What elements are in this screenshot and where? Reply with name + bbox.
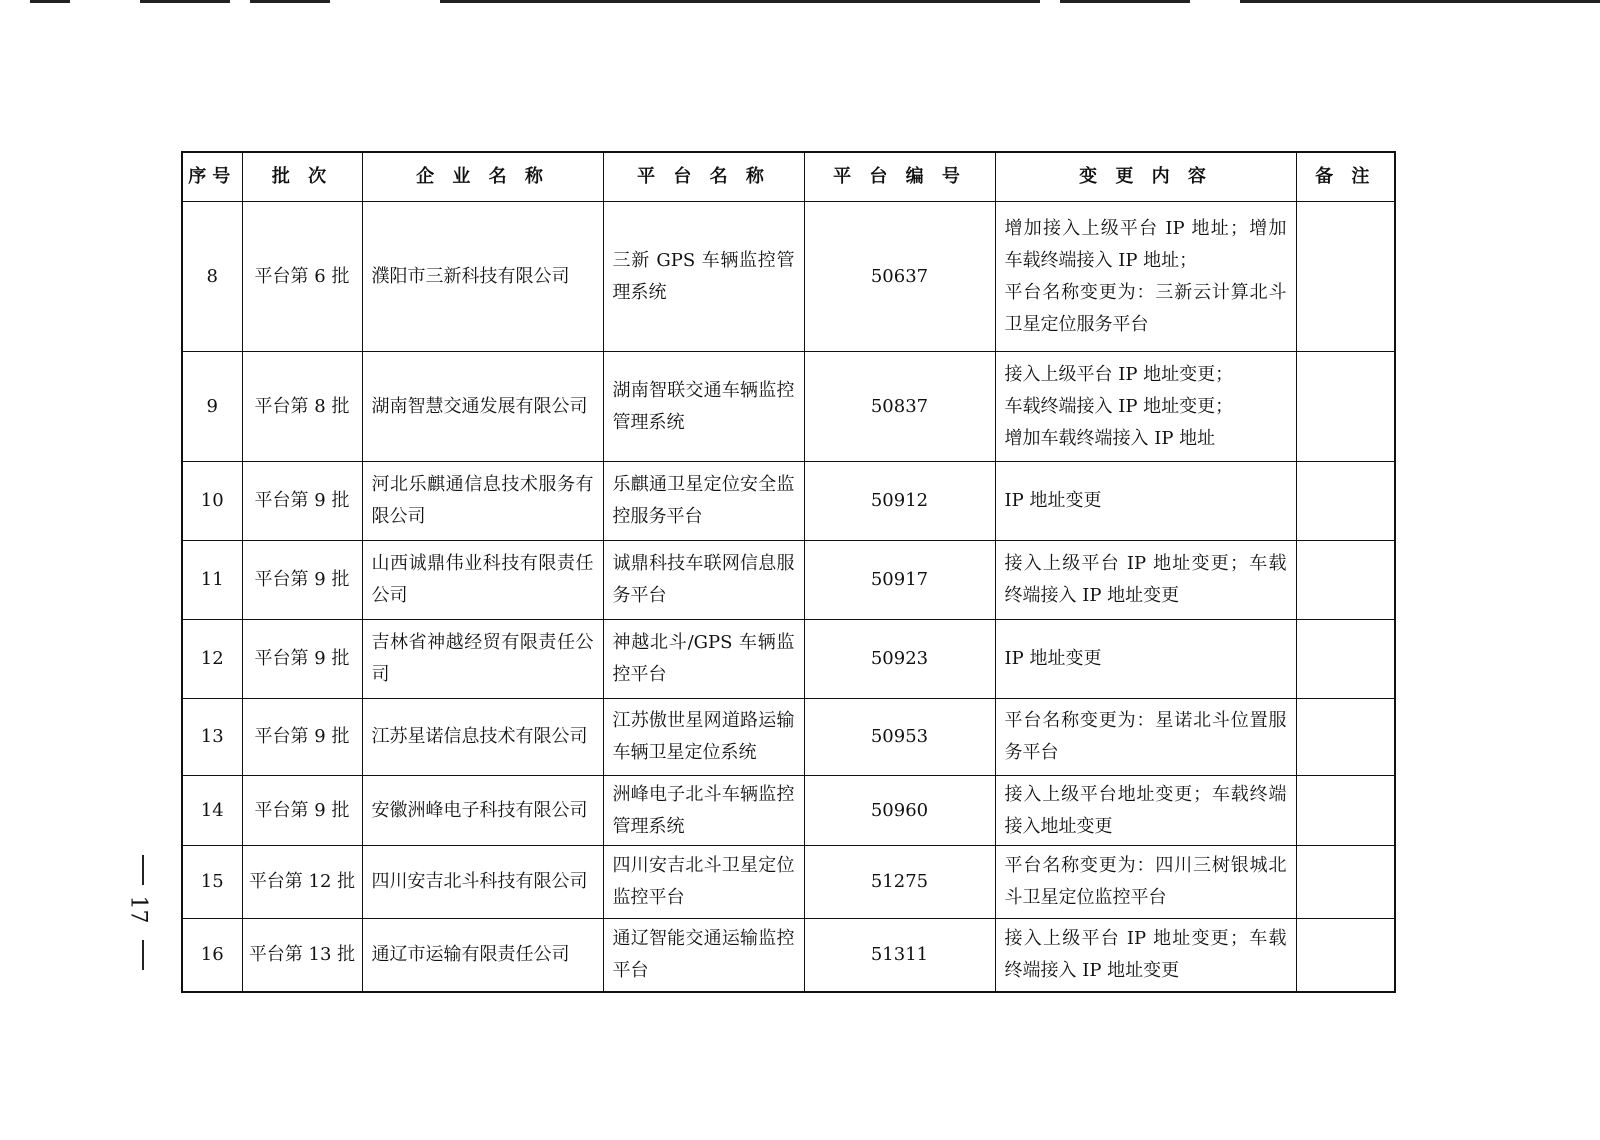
cell-company: 安徽洲峰电子科技有限公司 — [362, 776, 603, 846]
header-change: 变 更 内 容 — [995, 152, 1296, 202]
cell-seq: 12 — [182, 620, 242, 699]
cell-change — [995, 919, 1296, 992]
change-line: 接入上级平台 IP 地址变更；车载终端接入 IP 地址变更 — [1004, 927, 1287, 981]
table-row — [182, 846, 1395, 919]
cell-platform: 神越北斗/GPS 车辆监控平台 — [603, 620, 804, 699]
table-header-row — [182, 152, 1395, 202]
cell-company: 濮阳市三新科技有限公司 — [362, 202, 603, 352]
cell-company: 河北乐麒通信息技术服务有限公司 — [362, 462, 603, 541]
table-row — [182, 352, 1395, 462]
cell-note — [1296, 699, 1395, 776]
cell-code: 50953 — [804, 699, 995, 776]
change-line: 增加接入上级平台 IP 地址；增加车载终端接入 IP 地址； — [1004, 217, 1287, 271]
page-number-text: 17 — [125, 895, 151, 924]
table-row — [182, 462, 1395, 541]
scan-edge-marks — [0, 0, 1600, 6]
cell-note — [1296, 620, 1395, 699]
cell-note — [1296, 462, 1395, 541]
cell-code: 51311 — [804, 919, 995, 992]
cell-code: 50912 — [804, 462, 995, 541]
cell-company: 四川安吉北斗科技有限公司 — [362, 846, 603, 919]
cell-note — [1296, 202, 1395, 352]
cell-code: 51275 — [804, 846, 995, 919]
cell-code: 50917 — [804, 541, 995, 620]
cell-change — [995, 462, 1296, 541]
change-line: 增加车载终端接入 IP 地址 — [1004, 427, 1216, 449]
cell-change — [995, 699, 1296, 776]
table-body — [182, 202, 1395, 992]
page-number-dash-bottom — [142, 940, 144, 970]
cell-seq: 11 — [182, 541, 242, 620]
table-row — [182, 202, 1395, 352]
cell-batch: 平台第 9 批 — [242, 462, 362, 541]
cell-seq: 10 — [182, 462, 242, 541]
cell-change — [995, 846, 1296, 919]
change-line: IP 地址变更 — [1004, 490, 1102, 511]
cell-batch: 平台第 6 批 — [242, 202, 362, 352]
cell-platform: 湖南智联交通车辆监控管理系统 — [603, 352, 804, 462]
cell-batch: 平台第 12 批 — [242, 846, 362, 919]
cell-code: 50960 — [804, 776, 995, 846]
cell-note — [1296, 541, 1395, 620]
page-number-dash-top — [142, 855, 144, 885]
cell-platform: 洲峰电子北斗车辆监控管理系统 — [603, 776, 804, 846]
cell-note — [1296, 919, 1395, 992]
cell-batch: 平台第 9 批 — [242, 699, 362, 776]
header-note: 备 注 — [1296, 152, 1395, 202]
cell-platform: 诚鼎科技车联网信息服务平台 — [603, 541, 804, 620]
cell-batch: 平台第 13 批 — [242, 919, 362, 992]
cell-note — [1296, 776, 1395, 846]
change-line: 平台名称变更为：四川三树银城北斗卫星定位监控平台 — [1004, 855, 1287, 908]
cell-platform: 江苏傲世星网道路运输车辆卫星定位系统 — [603, 699, 804, 776]
change-line: 接入上级平台 IP 地址变更；车载终端接入 IP 地址变更 — [1004, 553, 1287, 606]
header-platform: 平 台 名 称 — [603, 152, 804, 202]
table-row — [182, 919, 1395, 992]
cell-batch: 平台第 8 批 — [242, 352, 362, 462]
cell-platform: 四川安吉北斗卫星定位监控平台 — [603, 846, 804, 919]
table-row — [182, 776, 1395, 846]
cell-batch: 平台第 9 批 — [242, 541, 362, 620]
cell-note — [1296, 846, 1395, 919]
cell-seq: 15 — [182, 846, 242, 919]
cell-company: 江苏星诺信息技术有限公司 — [362, 699, 603, 776]
cell-seq: 8 — [182, 202, 242, 352]
change-line: 接入上级平台地址变更；车载终端接入地址变更 — [1004, 783, 1287, 837]
change-line: 平台名称变更为：三新云计算北斗卫星定位服务平台 — [1004, 281, 1287, 335]
header-batch: 批 次 — [242, 152, 362, 202]
cell-seq: 14 — [182, 776, 242, 846]
cell-batch: 平台第 9 批 — [242, 776, 362, 846]
cell-change — [995, 620, 1296, 699]
cell-change — [995, 776, 1296, 846]
change-line: 车载终端接入 IP 地址变更； — [1004, 395, 1234, 417]
cell-company: 吉林省神越经贸有限责任公司 — [362, 620, 603, 699]
cell-platform: 乐麒通卫星定位安全监控服务平台 — [603, 462, 804, 541]
table-row — [182, 699, 1395, 776]
platform-change-table — [181, 151, 1396, 993]
page-number — [125, 855, 158, 970]
cell-company: 湖南智慧交通发展有限公司 — [362, 352, 603, 462]
cell-code: 50923 — [804, 620, 995, 699]
cell-change — [995, 541, 1296, 620]
cell-change — [995, 352, 1296, 462]
header-company: 企 业 名 称 — [362, 152, 603, 202]
cell-company: 通辽市运输有限责任公司 — [362, 919, 603, 992]
change-line: 平台名称变更为：星诺北斗位置服务平台 — [1004, 710, 1287, 763]
cell-change — [995, 202, 1296, 352]
cell-seq: 13 — [182, 699, 242, 776]
cell-batch: 平台第 9 批 — [242, 620, 362, 699]
header-seq: 序号 — [182, 152, 242, 202]
change-line: 接入上级平台 IP 地址变更； — [1004, 363, 1234, 385]
cell-code: 50637 — [804, 202, 995, 352]
cell-seq: 16 — [182, 919, 242, 992]
cell-platform: 三新 GPS 车辆监控管理系统 — [603, 202, 804, 352]
cell-platform: 通辽智能交通运输监控平台 — [603, 919, 804, 992]
cell-code: 50837 — [804, 352, 995, 462]
change-line: IP 地址变更 — [1004, 648, 1102, 669]
table-row — [182, 541, 1395, 620]
cell-company: 山西诚鼎伟业科技有限责任公司 — [362, 541, 603, 620]
cell-seq: 9 — [182, 352, 242, 462]
table-row — [182, 620, 1395, 699]
header-code: 平 台 编 号 — [804, 152, 995, 202]
cell-note — [1296, 352, 1395, 462]
